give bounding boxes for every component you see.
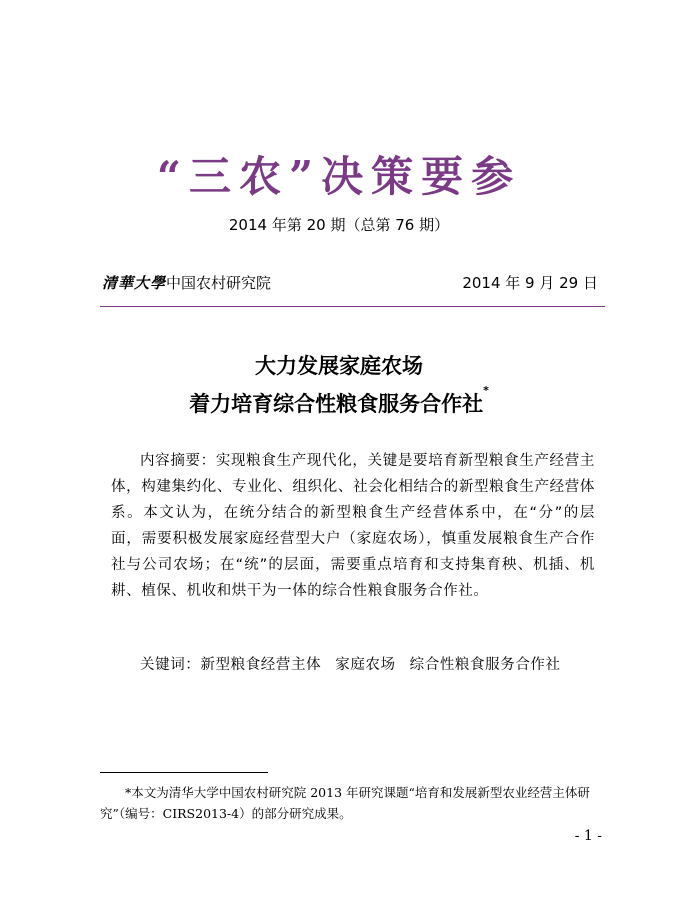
publication-date: 2014 年 9 月 29 日: [462, 274, 598, 292]
footnote-text: *本文为清华大学中国农村研究院 2013 年研究课题“培育和发展新型农业经营主体研究”（编号：CIRS2013-4）的部分研究成果。: [100, 785, 590, 821]
keyword: 家庭农场: [335, 657, 396, 673]
masthead-title: “三农”决策要参: [156, 152, 522, 201]
footnote-divider: [100, 772, 268, 773]
article-title-line-1: 大力发展家庭农场: [255, 354, 423, 378]
keyword: 综合性粮食服务合作社: [409, 657, 561, 673]
keywords-label: 关键词：: [140, 657, 201, 673]
institute-name: 中国农村研究院: [166, 274, 272, 292]
title-text: 着力培育综合性粮食服务合作社: [189, 392, 484, 416]
article-title-line-2: [0, 384, 678, 418]
university-logo-text: 清華大學: [102, 274, 167, 292]
publisher: [102, 272, 271, 293]
keyword: 新型粮食经营主体: [200, 657, 322, 673]
keywords-paragraph: [111, 652, 595, 678]
footnote-mark: *: [483, 384, 489, 397]
page-number: - 1 -: [574, 828, 602, 844]
issue-number: 2014 年第 20 期（总第 76 期）: [228, 216, 450, 234]
abstract-paragraph: 内容摘要：实现粮食生产现代化，关键是要培育新型粮食生产经营主体，构建集约化、专业化、组织化、社会化相结合的新型粮食生产经营体系。本文认为，在统分结合的新型粮食生产经营体系中，在“分”的层面，需要积极发展家庭经营型大户（家庭农场），慎重发展粮食生产合作社与公司农场；在“统”的层面，需要重点培育和支持集育秧、机插、机耕、植保、机收和烘干为一体的综合性粮食服务合作社。: [111, 453, 595, 599]
header-divider: [100, 306, 605, 307]
